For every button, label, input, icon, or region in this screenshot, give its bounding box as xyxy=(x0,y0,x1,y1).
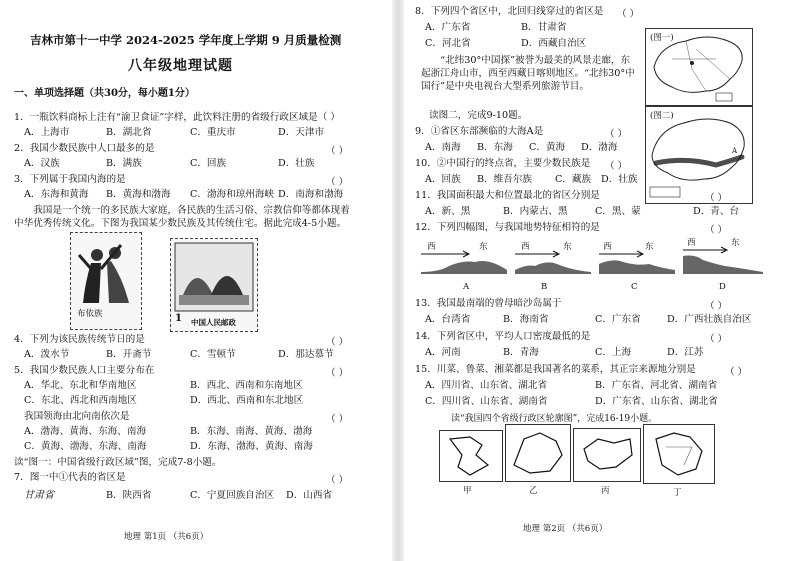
question-2: 2．我国少数民族中人口最多的是 xyxy=(14,143,155,154)
q9-option-c[interactable]: C．黄海 xyxy=(529,142,566,153)
terrain-b-profile xyxy=(513,248,593,278)
q11-option-d[interactable]: D．青、台 xyxy=(693,206,740,217)
map1-label: (图一) xyxy=(650,33,674,43)
q1-option-a[interactable]: A．上海市 xyxy=(24,127,70,138)
q13-option-c[interactable]: C．广东省 xyxy=(595,314,641,325)
q3-option-c[interactable]: C．渤海和琼州海峡 xyxy=(190,189,275,200)
page-two xyxy=(405,0,794,561)
q7-option-b[interactable]: B．陕西省 xyxy=(106,490,152,501)
q5-option-c[interactable]: C．东北、西北和西南地区 xyxy=(24,395,137,406)
province-outline-bing xyxy=(573,428,641,482)
q7-option-c[interactable]: C．宁夏回族自治区 xyxy=(190,490,275,501)
q11-option-c[interactable]: C．黑、蒙 xyxy=(595,206,641,217)
question-3: 3．下列属于我国内海的是 xyxy=(14,174,126,185)
q15-option-a[interactable]: A．四川省、山东省、湖北省 xyxy=(425,380,548,391)
q1-option-c[interactable]: C．重庆市 xyxy=(190,127,236,138)
q12-answer-paren[interactable]: （ ） xyxy=(705,225,728,236)
q8-option-a[interactable]: A．广东省 xyxy=(425,22,471,33)
q6-option-a[interactable]: A．渤海、黄海、东海、南海 xyxy=(24,426,147,437)
q5-option-d[interactable]: D．西北、西南和东北地区 xyxy=(190,395,304,406)
q4-option-b[interactable]: B．开斋节 xyxy=(106,349,152,360)
q3-answer-paren[interactable]: （ ） xyxy=(326,177,349,188)
question-9: 9．①省区东部濒临的大海A是 xyxy=(415,126,544,137)
page-two-footer: 地理 第2页 （共6页） xyxy=(523,524,608,534)
outline-label-jia: 甲 xyxy=(463,486,472,496)
q2-option-d[interactable]: D．壮族 xyxy=(278,158,315,169)
q4-option-a[interactable]: A．泼水节 xyxy=(24,349,70,360)
terrain-d-east: 东 xyxy=(731,238,740,248)
outline-label-yi: 乙 xyxy=(529,486,538,496)
q14-option-b[interactable]: B．青海 xyxy=(503,347,539,358)
province-outline-ding xyxy=(643,424,715,484)
stamp2-caption: 中国人民邮政 xyxy=(191,318,236,327)
q13-option-d[interactable]: D．广西壮族自治区 xyxy=(667,314,752,325)
q10-option-b[interactable]: B．维吾尔族 xyxy=(477,174,533,185)
province-outline-yi xyxy=(505,424,571,482)
outline-label-bing: 丙 xyxy=(601,486,610,496)
q15-option-d[interactable]: D．广东省、山东省、湖北省 xyxy=(595,396,718,407)
q15-option-c[interactable]: C．四川省、山东省、湖南省 xyxy=(425,396,548,407)
outline-label-ding: 丁 xyxy=(673,488,682,498)
q15-option-b[interactable]: B．广东省、河北省、湖南省 xyxy=(595,380,718,391)
q11-option-a[interactable]: A．新、黑 xyxy=(425,206,471,217)
q11-answer-paren[interactable]: （ ） xyxy=(705,193,728,204)
dwelling-stamp-image xyxy=(170,238,258,332)
q14-option-d[interactable]: D．江苏 xyxy=(667,347,704,358)
q6-answer-paren[interactable]: （ ） xyxy=(326,414,349,425)
q9-option-d[interactable]: D．渤海 xyxy=(581,142,618,153)
terrain-d-west: 西 xyxy=(687,238,696,248)
q14-option-c[interactable]: C．上海 xyxy=(595,347,632,358)
q13-option-b[interactable]: B．海南省 xyxy=(503,314,549,325)
q14-answer-paren[interactable]: （ ） xyxy=(705,334,728,345)
terrain-d-profile xyxy=(681,244,765,278)
terrain-c-east: 东 xyxy=(645,242,654,252)
question-15: 15．川菜、鲁菜、湘菜都是我国著名的菜系，其正宗来源地分别是 xyxy=(415,364,696,375)
terrain-d-letter: D xyxy=(719,282,726,292)
q8-answer-paren[interactable]: （ ） xyxy=(617,9,640,20)
q2-option-c[interactable]: C．回族 xyxy=(190,158,227,169)
stamp2-value: 1 xyxy=(175,313,182,324)
question-11: 11．我国面积最大和位置最北的省区分别是 xyxy=(415,190,600,201)
q9-option-a[interactable]: A．南海 xyxy=(425,142,461,153)
q10-option-d[interactable]: D．壮族 xyxy=(601,174,638,185)
stamp1-caption: 布依族 xyxy=(77,309,103,319)
handwritten-answer: 甘肃省 xyxy=(24,490,54,501)
q13-option-a[interactable]: A．台湾省 xyxy=(425,314,471,325)
terrain-c-west: 西 xyxy=(603,242,612,252)
question-5: 5．我国少数民族人口主要分布在 xyxy=(14,365,155,376)
latitude-30-route-map xyxy=(645,106,753,204)
page-one xyxy=(0,0,390,561)
q10-option-c[interactable]: C．藏族 xyxy=(555,174,592,185)
intro-4-5: 我国是一个统一的多民族大家庭，各民族的生活习俗、宗教信仰等都体现着中华优秀传统文化。下图为我国某少数民族及其传统住宅。据此完成4-5小题。 xyxy=(14,205,350,229)
q6-option-d[interactable]: D．东海、渤海、黄海、南海 xyxy=(190,441,313,452)
terrain-a-east: 东 xyxy=(479,242,488,252)
outline-ding-shape xyxy=(644,425,714,483)
question-4: 4．下列为该民族传统节日的是 xyxy=(14,334,145,345)
q4-option-d[interactable]: D．那达慕节 xyxy=(278,349,334,360)
outline-bing-shape xyxy=(574,429,640,481)
q7-option-d[interactable]: D．山西省 xyxy=(286,490,333,501)
question-1: 1．一瓶饮料商标上注有“渝卫食证”字样，此饮料注册的省级行政区域是（ ） xyxy=(14,112,340,123)
terrain-c-profile xyxy=(597,248,677,278)
terrain-c-letter: C xyxy=(631,282,638,292)
intro-9-10: 读图二，完成9-10题。 xyxy=(429,110,528,121)
q7-answer-paren[interactable]: （ ） xyxy=(326,475,349,486)
china-outline-map-2 xyxy=(646,107,752,203)
terrain-b-letter: B xyxy=(541,282,548,292)
svg-text:A: A xyxy=(732,147,738,155)
question-7: 7．图一中①代表的省区是 xyxy=(14,472,126,483)
terrain-a-west: 西 xyxy=(427,242,436,252)
q4-answer-paren[interactable]: （ ） xyxy=(326,337,349,348)
terrain-b-east: 东 xyxy=(563,242,572,252)
section-heading: 一、单项选择题（共30分，每小题1分） xyxy=(14,88,195,99)
map2-label: (图二) xyxy=(650,111,674,121)
q1-option-b[interactable]: B．湖北省 xyxy=(106,127,152,138)
q14-option-a[interactable]: A．河南 xyxy=(425,347,461,358)
binding-gutter xyxy=(392,0,404,561)
terrain-a-profile xyxy=(419,248,509,278)
intro-7-8: 读“图一：中国省级行政区域”图，完成7-8小题。 xyxy=(14,457,222,468)
terrain-a-letter: A xyxy=(463,282,470,292)
exam-title: 吉林市第十一中学 2024-2025 学年度上学期 9 月质量检测 xyxy=(30,33,342,47)
q9-option-b[interactable]: B．东海 xyxy=(477,142,513,153)
q9-answer-paren[interactable]: （ ） xyxy=(605,129,628,140)
q8-option-c[interactable]: C．河北省 xyxy=(425,38,471,49)
question-14: 14．下列省区中，平均人口密度最低的是 xyxy=(415,331,591,342)
q2-option-b[interactable]: B．满族 xyxy=(106,158,142,169)
china-provinces-map xyxy=(645,28,753,106)
q10-option-a[interactable]: A．回族 xyxy=(425,174,461,185)
q5-option-b[interactable]: B．西北、西南和东南地区 xyxy=(190,380,303,391)
q2-answer-paren[interactable]: （ ） xyxy=(326,146,349,157)
intro-16-19: 读“我国四个省级行政区轮廓图”，完成16-19小题。 xyxy=(451,414,658,424)
q4-option-c[interactable]: C．雪顿节 xyxy=(190,349,236,360)
q5-option-a[interactable]: A．华北、东北和华南地区 xyxy=(24,380,137,391)
ethnic-stamp-image xyxy=(70,232,142,330)
question-13: 13．我国最南端的曾母暗沙岛属于 xyxy=(415,298,562,309)
q6-option-b[interactable]: B．东海、南海、黄海、渤海 xyxy=(190,426,313,437)
page-one-footer: 地理 第1页 （共6页） xyxy=(124,532,209,542)
q13-answer-paren[interactable]: （ ） xyxy=(705,301,728,312)
q2-option-a[interactable]: A．汉族 xyxy=(24,158,60,169)
q1-option-d[interactable]: D．天津市 xyxy=(278,127,325,138)
q3-option-d[interactable]: D．南海和渤海 xyxy=(278,189,344,200)
q8-option-b[interactable]: B．甘肃省 xyxy=(521,22,567,33)
intro-latitude-30: “北纬30°中国探”被誉为最美的风景走廊，东起浙江舟山市，西至西藏日喀则地区。“北纬30°中国行”是中央电视台大型系列旅游节目。 xyxy=(421,55,635,92)
question-12: 12．下列四幅图，与我国地势特征相符的是 xyxy=(415,222,600,233)
q3-option-b[interactable]: B．黄海和渤海 xyxy=(106,189,171,200)
q11-option-b[interactable]: B．内蒙古、黑 xyxy=(503,206,568,217)
q5-answer-paren[interactable]: （ ） xyxy=(326,368,349,379)
question-6: 我国领海由北向南依次是 xyxy=(24,411,130,422)
province-outline-jia xyxy=(439,430,503,482)
question-10: 10．②中国行的终点省，主要少数民族是 xyxy=(415,158,591,169)
q6-option-c[interactable]: C．黄海、渤海、东海、南海 xyxy=(24,441,147,452)
question-8: 8．下列四个省区中，北回归线穿过的省区是 xyxy=(415,6,604,17)
outline-jia-shape xyxy=(440,431,502,481)
q10-answer-paren[interactable]: （ ） xyxy=(605,161,628,172)
outline-yi-shape xyxy=(506,425,570,481)
q8-option-d[interactable]: D．西藏自治区 xyxy=(521,38,587,49)
q3-option-a[interactable]: A．东海和黄海 xyxy=(24,189,89,200)
terrain-b-west: 西 xyxy=(521,242,530,252)
q15-answer-paren[interactable]: （ ） xyxy=(725,367,748,378)
exam-subtitle: 八年级地理试题 xyxy=(128,58,233,74)
